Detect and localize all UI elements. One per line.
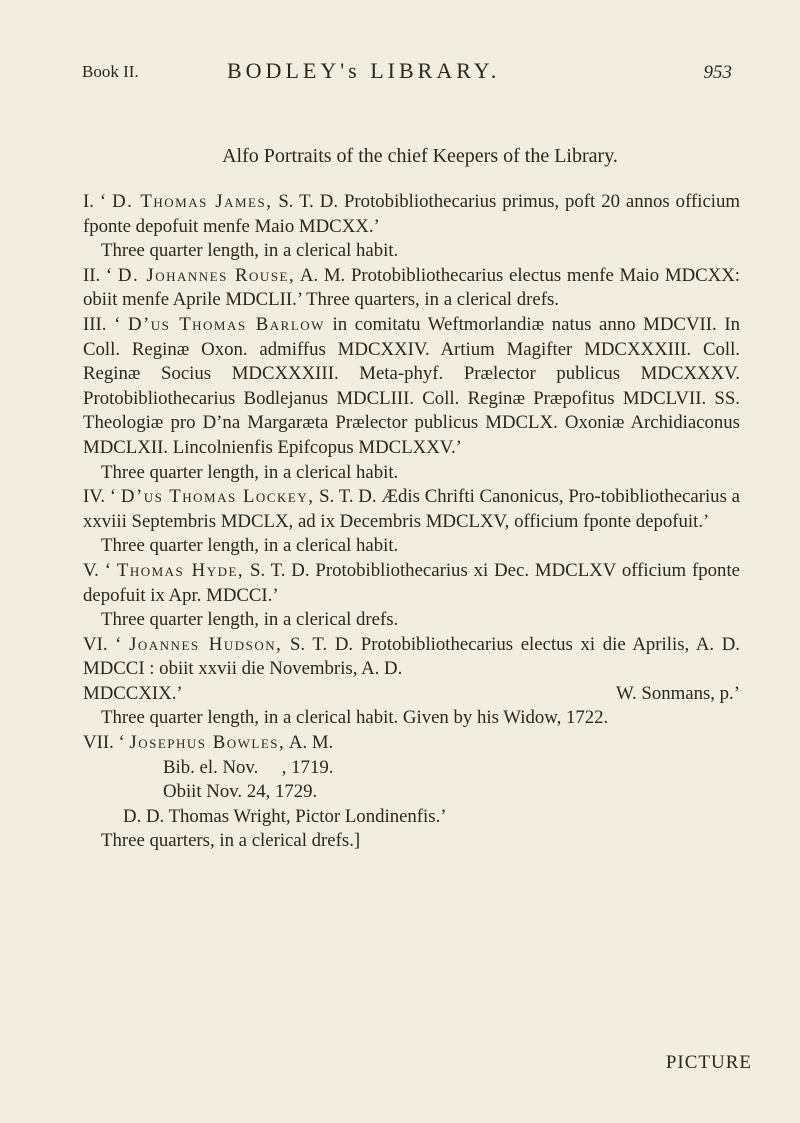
entry-2: II. ‘ D. Johannes Rouse, A. M. Protobibliothecarius electus menfe Maio MDCXX: obiit menfe Aprile MDCLII.’ Three quarters, in a clerical drefs. bbox=[83, 264, 740, 311]
entry-7: VII. ‘ Josephus Bowles, A. M. bbox=[83, 732, 334, 754]
entry-1: I. ‘ D. Thomas James, S. T. D. Protobibliothecarius primus, poft 20 annos officium fponte depofuit menfe Maio MDCXX.’ bbox=[83, 191, 741, 237]
entry-3: III. ‘ D’us Thomas Barlow in comitatu Weftmorlandiæ natus anno MDCVII. In Coll. Reginæ Oxon. admiffus MDCXXIV. Artium Magifter MDCXXXIII. Coll. Reginæ Socius MDCXXXIII. Meta-phyf. Prælector publicus MDCXXXV. Protobibliothecarius Bodlejanus MDCLIII. Coll. Reginæ Præpofitus MDCLVII. SS. Theologiæ pro D’na Margaræta Prælector publicus MDCLX. Oxoniæ Archidiaconus MDCLXII. Lincolnienfis Epifcopus MDCLXXV.’ bbox=[83, 313, 740, 458]
keeper-name: D. Thomas James, bbox=[112, 191, 273, 212]
entry-5: V. ‘ Thomas Hyde, S. T. D. Protobibliothecarius xi Dec. MDCLXV officium fponte depofuit ix Apr. MDCCI.’ bbox=[83, 559, 740, 606]
keeper-name: D’us Thomas Barlow bbox=[127, 313, 325, 335]
entry-6-habit: Three quarter length, in a clerical habit. Given by his Widow, 1722. bbox=[101, 707, 609, 729]
entry-4-habit: Three quarter length, in a clerical habit. bbox=[101, 535, 399, 557]
entry-5-habit: Three quarter length, in a clerical drefs. bbox=[101, 609, 399, 631]
section-heading: Alfo Portraits of the chief Keepers of the Library. bbox=[222, 145, 618, 167]
book-label: Book II. bbox=[82, 62, 139, 81]
page-number: 953 bbox=[703, 62, 732, 83]
running-title: BODLEY's LIBRARY. bbox=[227, 58, 501, 83]
keeper-name: Thomas Hyde, bbox=[116, 559, 245, 581]
entry-1-habit: Three quarter length, in a clerical habit. bbox=[101, 240, 399, 262]
keeper-name: Joannes Hudson, bbox=[129, 633, 283, 655]
entry-7-elected: Bib. el. Nov. , 1719. bbox=[163, 756, 334, 778]
body-text bbox=[83, 190, 740, 854]
entry-7-habit: Three quarters, in a clerical drefs.] bbox=[101, 830, 361, 852]
running-head bbox=[82, 58, 732, 88]
entry-3-habit: Three quarter length, in a clerical habit. bbox=[101, 461, 399, 483]
keeper-name: Josephus Bowles, bbox=[129, 732, 286, 754]
keeper-name: D. Johannes Rouse, bbox=[117, 264, 296, 286]
entry-4: IV. ‘ D’us Thomas Lockey, S. T. D. Ædis Chrifti Canonicus, Pro-tobibliothecarius a xxviii Septembris MDCLX, ad ix Decembris MDCLXV, officium fponte depofuit.’ bbox=[83, 486, 740, 532]
entry-6-signature-line: MDCCXIX.’ W. Sonmans, p.’ bbox=[83, 682, 740, 707]
entry-7-died: Obiit Nov. 24, 1729. bbox=[163, 781, 318, 803]
entry-7-painter: D. D. Thomas Wright, Pictor Londinenfis.’ bbox=[123, 805, 447, 827]
painter-credit: W. Sonmans, p.’ bbox=[616, 682, 740, 704]
keeper-name: D’us Thomas Lockey, bbox=[120, 486, 315, 508]
entry-6: VI. ‘ Joannes Hudson, S. T. D. Protobibliothecarius electus xi die Aprilis, A. D. MDCCI : obiit xxvii die Novembris, A. D. bbox=[83, 633, 740, 680]
catchword: PICTURE bbox=[665, 1052, 752, 1073]
